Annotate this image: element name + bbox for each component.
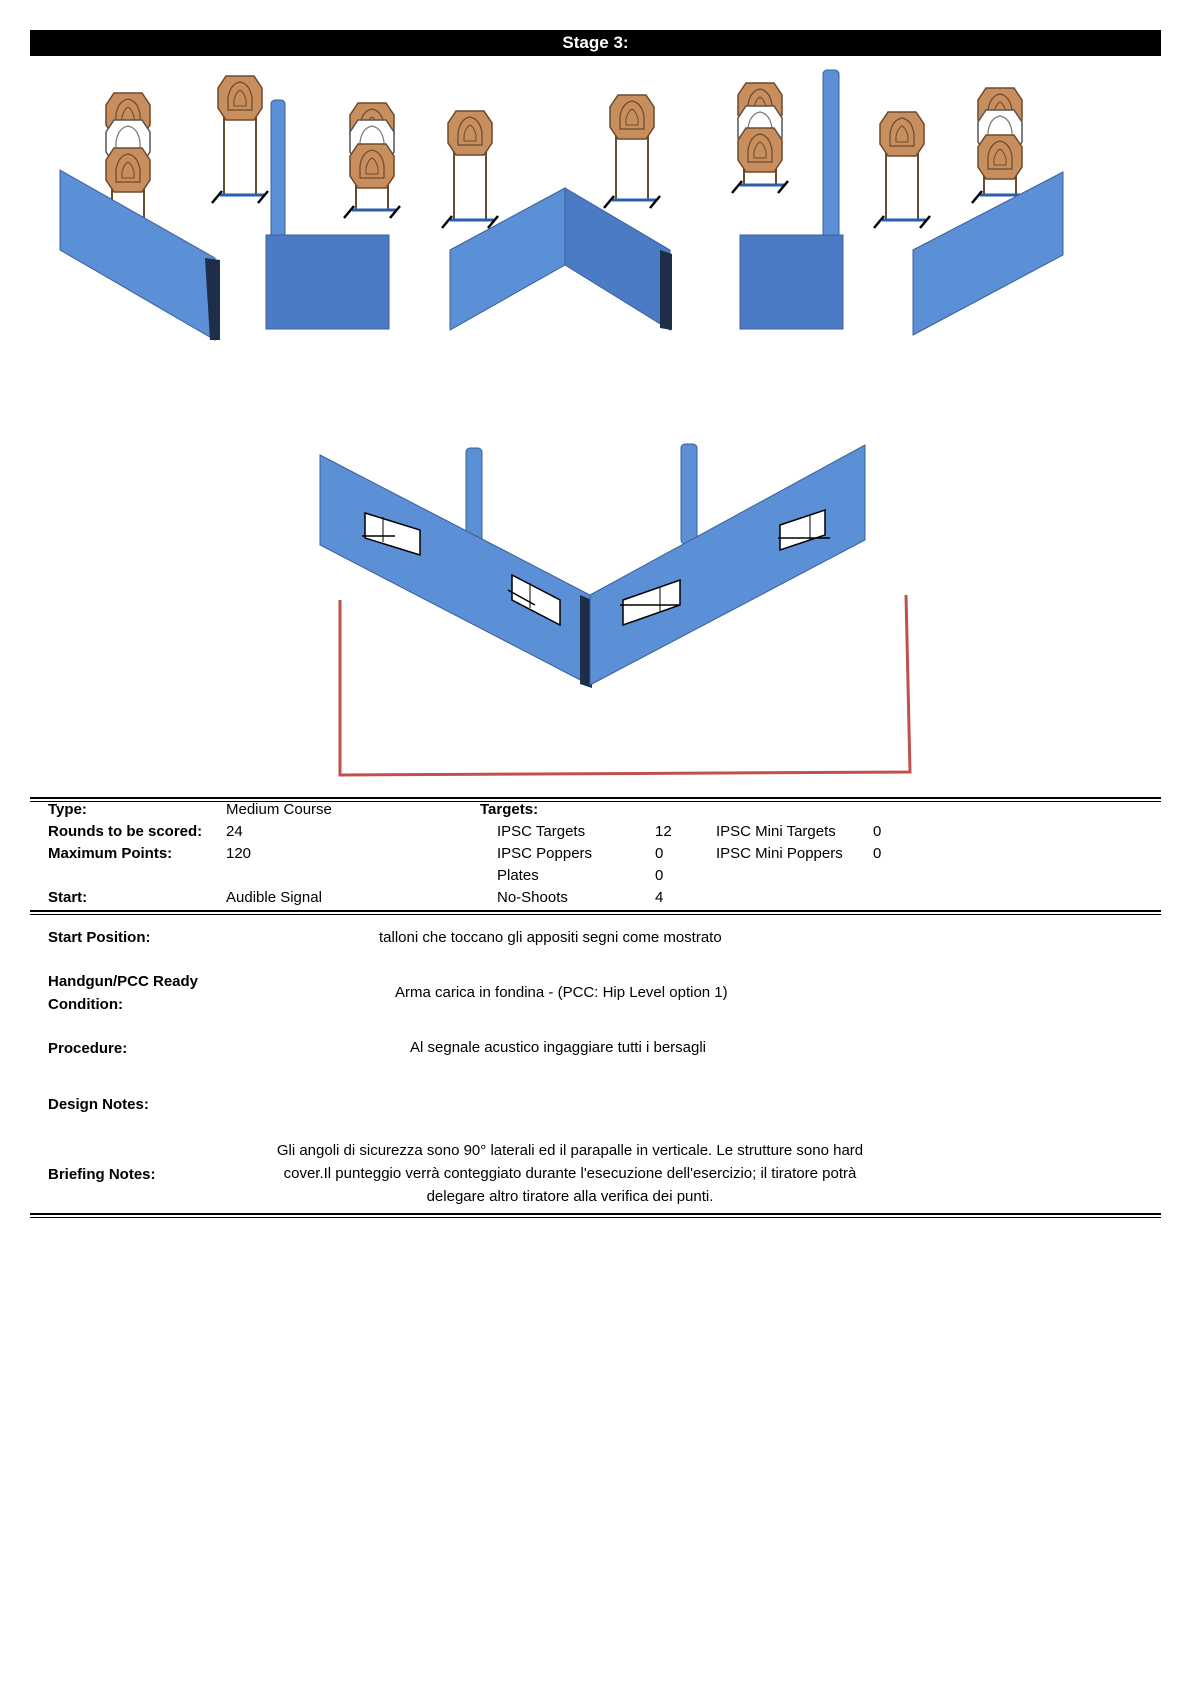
target-stand-7 [874, 112, 930, 228]
ipsc-poppers-value: 0 [655, 845, 664, 862]
briefing-line2: cover.Il punteggio verrà conteggiato durante l'esecuzione dell'esercizio; il tiratore potrà [283, 1165, 857, 1182]
start-value: Audible Signal [226, 889, 322, 906]
target-stand-8 [972, 88, 1028, 203]
ipsc-poppers-label: IPSC Poppers [497, 845, 593, 862]
start-label: Start: [48, 889, 88, 906]
procedure-label: Procedure: [48, 1040, 128, 1057]
briefing-line1: Gli angoli di sicurezza sono 90° laterali ed il parapalle in verticale. Le strutture sono hard [276, 1142, 864, 1159]
start-position-value: talloni che toccano gli appositi segni come mostrato [379, 929, 722, 946]
briefing-label: Briefing Notes: [48, 1166, 156, 1183]
wall-v-right [565, 188, 670, 330]
barrier-post-4 [681, 444, 697, 544]
target-stand-5 [604, 95, 660, 208]
ipsc-targets-label: IPSC Targets [497, 823, 586, 840]
noshoots-label: No-Shoots [497, 889, 568, 906]
targets-label: Targets: [480, 801, 539, 818]
max-value: 120 [226, 845, 252, 862]
mini-poppers-value: 0 [873, 845, 882, 862]
wall-port-left [320, 455, 590, 685]
ready-value: Arma carica in fondina - (PCC: Hip Level option 1) [395, 984, 728, 1001]
plates-value: 0 [655, 867, 664, 884]
rule-top [30, 797, 1161, 802]
design-label: Design Notes: [48, 1096, 149, 1113]
type-value: Medium Course [226, 801, 332, 818]
rounds-value: 24 [226, 823, 243, 840]
wall-v-left [450, 188, 565, 330]
target-stand-3 [344, 103, 400, 218]
wall-port-right [590, 445, 865, 685]
ipsc-targets-value: 12 [655, 823, 672, 840]
ready-label-line2: Condition: [48, 996, 123, 1013]
rounds-label: Rounds to be scored: [48, 823, 203, 840]
target-stand-2 [212, 76, 268, 203]
target-stand-6 [732, 83, 788, 193]
max-label: Maximum Points: [48, 845, 173, 862]
target-stand-4 [442, 111, 498, 228]
briefing-line3: delegare altro tiratore alla verifica dei punti. [426, 1188, 714, 1205]
barrier-block-2 [740, 235, 843, 329]
barrier-post-2 [823, 70, 839, 240]
rule-bottom [30, 1213, 1161, 1218]
stage-diagram [0, 60, 1191, 800]
type-label: Type: [48, 801, 87, 818]
stage-title: Stage 3: [30, 30, 1161, 56]
mini-targets-label: IPSC Mini Targets [716, 823, 836, 840]
ready-label-line1: Handgun/PCC Ready [48, 973, 199, 990]
barrier-block-1 [266, 235, 389, 329]
procedure-value: Al segnale acustico ingaggiare tutti i bersagli [410, 1039, 707, 1056]
mini-targets-value: 0 [873, 823, 882, 840]
wall-left [60, 170, 215, 340]
rule-middle [30, 910, 1161, 915]
plates-label: Plates [497, 867, 539, 884]
mini-poppers-label: IPSC Mini Poppers [716, 845, 843, 862]
noshoots-value: 4 [655, 889, 664, 906]
start-position-label: Start Position: [48, 929, 151, 946]
barrier-post-1 [271, 100, 285, 240]
